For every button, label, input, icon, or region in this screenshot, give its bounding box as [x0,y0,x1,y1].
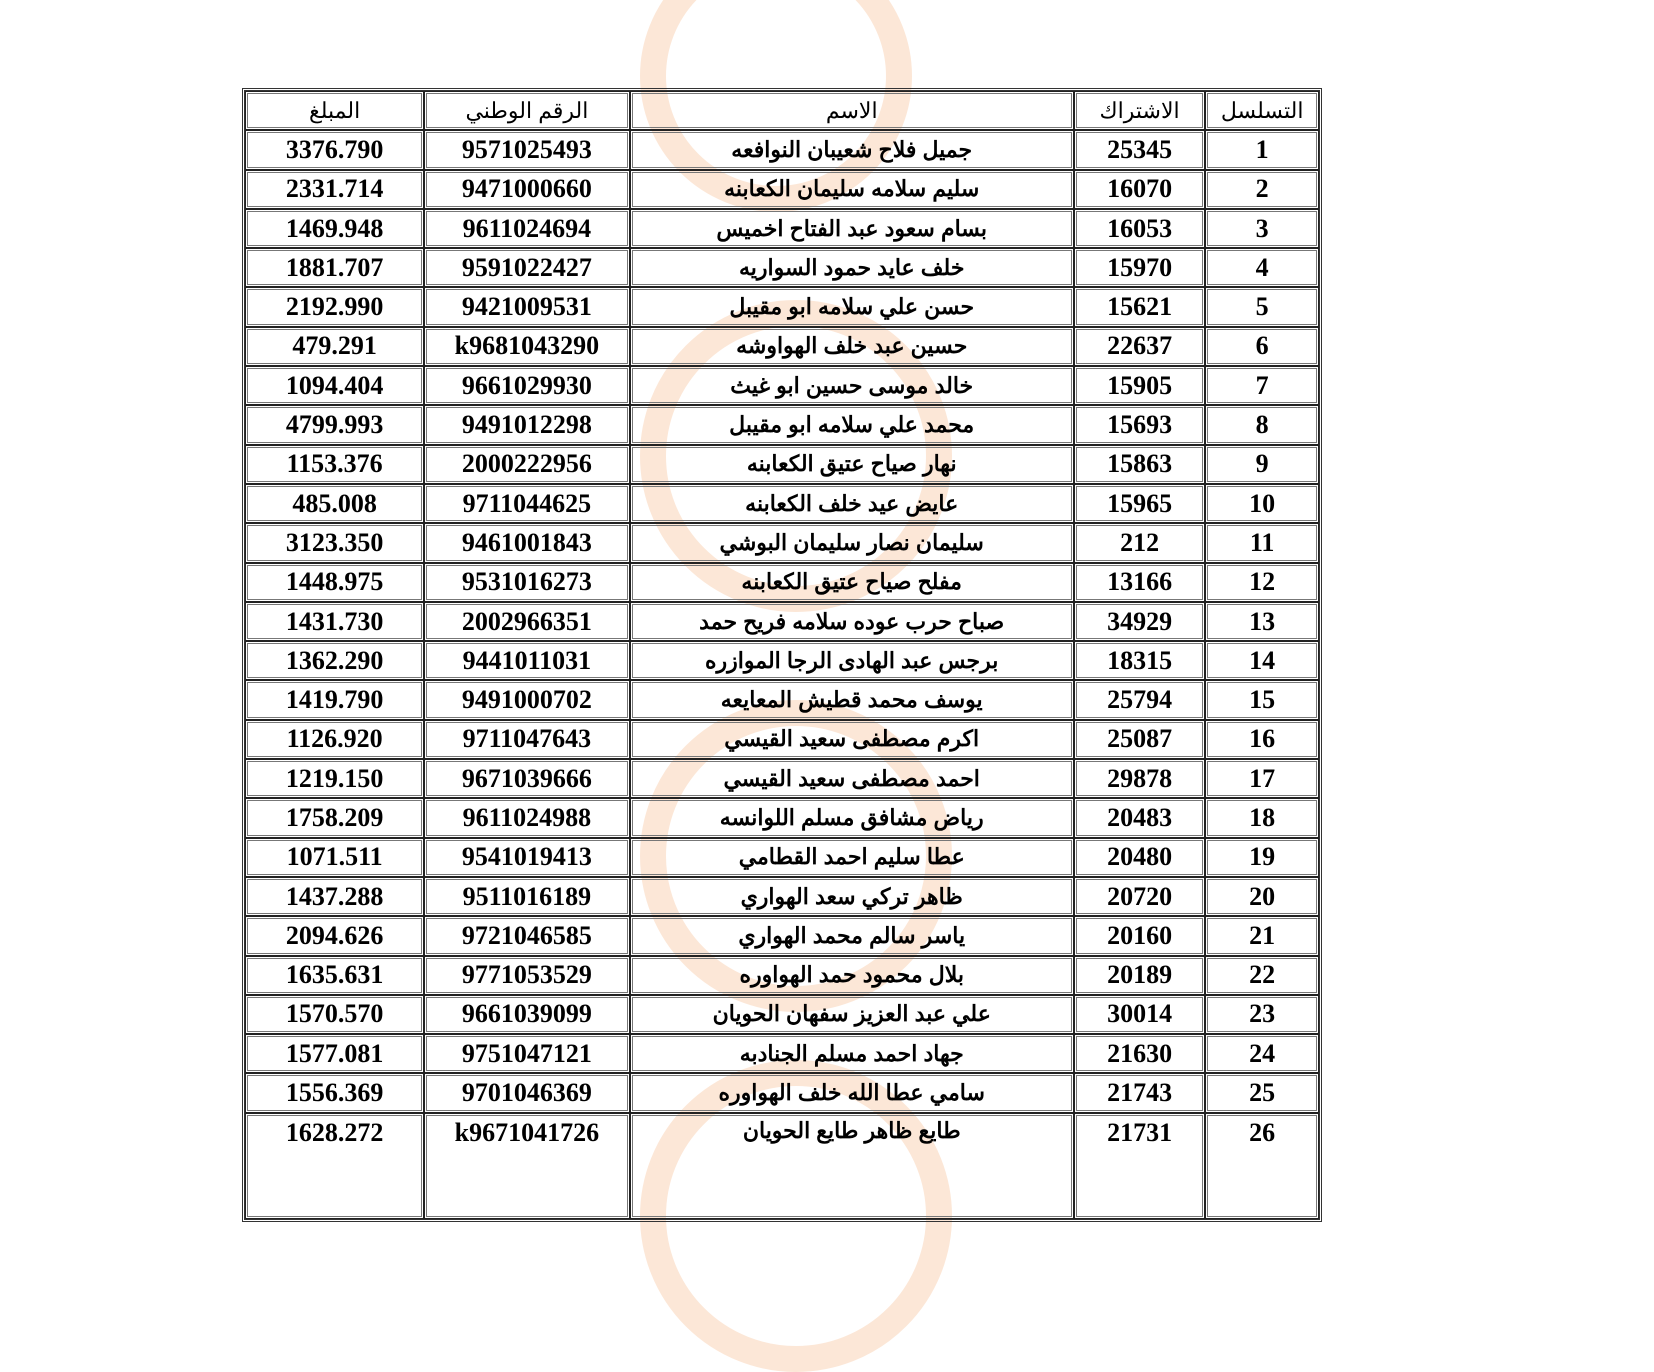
table-row [245,287,1319,326]
cell-subscription: 18315 [1074,641,1205,680]
table-row [245,1113,1319,1219]
cell-subscription: 212 [1074,523,1205,562]
cell-name: خالد موسى حسين ابو غيث [630,366,1074,405]
cell-name: حسين عبد خلف الهواوشه [630,327,1074,366]
cell-name: رياض مشافق مسلم اللوانسه [630,798,1074,837]
table-row [245,327,1319,366]
cell-national-id: 9441011031 [424,641,629,680]
cell-seq: 23 [1205,995,1319,1034]
cell-amount: 1469.948 [245,209,424,248]
cell-seq: 3 [1205,209,1319,248]
cell-national-id: k9681043290 [424,327,629,366]
cell-amount: 1448.975 [245,563,424,602]
cell-name: عايض عيد خلف الكعابنه [630,484,1074,523]
cell-national-id: 9611024694 [424,209,629,248]
cell-subscription: 25794 [1074,680,1205,719]
table-row [245,759,1319,798]
cell-national-id: 9471000660 [424,170,629,209]
cell-amount: 479.291 [245,327,424,366]
cell-seq: 20 [1205,877,1319,916]
cell-amount: 1071.511 [245,838,424,877]
cell-national-id: k9671041726 [424,1113,629,1219]
cell-subscription: 21743 [1074,1073,1205,1112]
cell-seq: 2 [1205,170,1319,209]
cell-name: يوسف محمد قطيش المعايعه [630,680,1074,719]
cell-seq: 26 [1205,1113,1319,1219]
cell-name: سامي عطا الله خلف الهواوره [630,1073,1074,1112]
cell-amount: 3123.350 [245,523,424,562]
cell-seq: 13 [1205,602,1319,641]
cell-seq: 14 [1205,641,1319,680]
cell-subscription: 29878 [1074,759,1205,798]
cell-national-id: 9511016189 [424,877,629,916]
cell-seq: 1 [1205,130,1319,169]
cell-subscription: 20160 [1074,916,1205,955]
cell-name: طايع ظاهر طايع الحويان [630,1113,1074,1219]
cell-amount: 485.008 [245,484,424,523]
cell-name: حسن علي سلامه ابو مقيبل [630,287,1074,326]
cell-seq: 24 [1205,1034,1319,1073]
cell-amount: 3376.790 [245,130,424,169]
cell-seq: 7 [1205,366,1319,405]
cell-amount: 1094.404 [245,366,424,405]
cell-amount: 1635.631 [245,956,424,995]
cell-name: اكرم مصطفى سعيد القيسي [630,720,1074,759]
table-row [245,680,1319,719]
cell-name: جهاد احمد مسلم الجنادبه [630,1034,1074,1073]
cell-amount: 1758.209 [245,798,424,837]
cell-name: ظاهر تركي سعد الهواري [630,877,1074,916]
cell-amount: 4799.993 [245,405,424,444]
cell-national-id: 9661039099 [424,995,629,1034]
cell-seq: 25 [1205,1073,1319,1112]
table-row [245,248,1319,287]
cell-national-id: 9751047121 [424,1034,629,1073]
cell-subscription: 15863 [1074,445,1205,484]
cell-amount: 1577.081 [245,1034,424,1073]
table-row [245,484,1319,523]
cell-amount: 1437.288 [245,877,424,916]
cell-seq: 10 [1205,484,1319,523]
table-row [245,445,1319,484]
cell-national-id: 9461001843 [424,523,629,562]
cell-name: سليم سلامه سليمان الكعابنه [630,170,1074,209]
header-subscription: الاشتراك [1074,91,1205,130]
cell-name: صباح حرب عوده سلامه فريح حمد [630,602,1074,641]
cell-national-id: 2002966351 [424,602,629,641]
cell-amount: 1219.150 [245,759,424,798]
cell-national-id: 9671039666 [424,759,629,798]
cell-amount: 1431.730 [245,602,424,641]
cell-subscription: 16053 [1074,209,1205,248]
cell-subscription: 15965 [1074,484,1205,523]
cell-national-id: 9611024988 [424,798,629,837]
table-row [245,602,1319,641]
cell-seq: 11 [1205,523,1319,562]
cell-amount: 2192.990 [245,287,424,326]
cell-name: ياسر سالم محمد الهواري [630,916,1074,955]
table-row [245,170,1319,209]
cell-amount: 1419.790 [245,680,424,719]
table-row [245,209,1319,248]
cell-name: سليمان نصار سليمان البوشي [630,523,1074,562]
table-row [245,1073,1319,1112]
cell-seq: 19 [1205,838,1319,877]
cell-seq: 6 [1205,327,1319,366]
cell-amount: 1153.376 [245,445,424,484]
cell-seq: 8 [1205,405,1319,444]
table-row [245,366,1319,405]
cell-subscription: 15905 [1074,366,1205,405]
cell-seq: 4 [1205,248,1319,287]
cell-seq: 22 [1205,956,1319,995]
cell-seq: 9 [1205,445,1319,484]
table-row [245,563,1319,602]
cell-subscription: 13166 [1074,563,1205,602]
cell-national-id: 9541019413 [424,838,629,877]
table-row [245,916,1319,955]
cell-national-id: 2000222956 [424,445,629,484]
cell-seq: 18 [1205,798,1319,837]
table-row [245,995,1319,1034]
cell-subscription: 15970 [1074,248,1205,287]
cell-subscription: 22637 [1074,327,1205,366]
cell-name: عطا سليم احمد القطامي [630,838,1074,877]
cell-national-id: 9711044625 [424,484,629,523]
table-row [245,838,1319,877]
cell-national-id: 9701046369 [424,1073,629,1112]
cell-subscription: 30014 [1074,995,1205,1034]
cell-seq: 5 [1205,287,1319,326]
cell-name: برجس عبد الهادى الرجا الموازره [630,641,1074,680]
cell-subscription: 15621 [1074,287,1205,326]
cell-name: بسام سعود عبد الفتاح اخميس [630,209,1074,248]
cell-name: نهار صياح عتيق الكعابنه [630,445,1074,484]
payments-table [242,88,1322,1222]
cell-national-id: 9711047643 [424,720,629,759]
cell-subscription: 20189 [1074,956,1205,995]
cell-subscription: 20480 [1074,838,1205,877]
cell-subscription: 25087 [1074,720,1205,759]
cell-name: محمد علي سلامه ابو مقيبل [630,405,1074,444]
cell-name: بلال محمود حمد الهواوره [630,956,1074,995]
table-row [245,405,1319,444]
header-national-id: الرقم الوطني [424,91,629,130]
cell-subscription: 21630 [1074,1034,1205,1073]
cell-subscription: 15693 [1074,405,1205,444]
cell-amount: 1362.290 [245,641,424,680]
cell-subscription: 20720 [1074,877,1205,916]
cell-seq: 12 [1205,563,1319,602]
cell-amount: 2094.626 [245,916,424,955]
table-row [245,877,1319,916]
header-seq: التسلسل [1205,91,1319,130]
cell-national-id: 9491000702 [424,680,629,719]
cell-name: احمد مصطفى سعيد القيسي [630,759,1074,798]
cell-amount: 1570.570 [245,995,424,1034]
table-row [245,720,1319,759]
table-header-row [245,91,1319,130]
cell-national-id: 9771053529 [424,956,629,995]
cell-seq: 21 [1205,916,1319,955]
cell-name: مفلح صياح عتيق الكعابنه [630,563,1074,602]
table-row [245,798,1319,837]
cell-seq: 15 [1205,680,1319,719]
cell-name: علي عبد العزيز سفهان الحويان [630,995,1074,1034]
cell-national-id: 9491012298 [424,405,629,444]
cell-national-id: 9571025493 [424,130,629,169]
header-amount: المبلغ [245,91,424,130]
header-name: الاسم [630,91,1074,130]
cell-seq: 16 [1205,720,1319,759]
cell-seq: 17 [1205,759,1319,798]
table-row [245,130,1319,169]
cell-national-id: 9421009531 [424,287,629,326]
table-row [245,1034,1319,1073]
table-row [245,956,1319,995]
cell-national-id: 9721046585 [424,916,629,955]
cell-name: جميل فلاح شعيبان النوافعه [630,130,1074,169]
cell-amount: 1881.707 [245,248,424,287]
cell-amount: 2331.714 [245,170,424,209]
cell-subscription: 21731 [1074,1113,1205,1219]
cell-subscription: 34929 [1074,602,1205,641]
cell-amount: 1628.272 [245,1113,424,1219]
table-row [245,641,1319,680]
cell-subscription: 16070 [1074,170,1205,209]
cell-name: خلف عايد حمود السواريه [630,248,1074,287]
cell-national-id: 9661029930 [424,366,629,405]
cell-national-id: 9531016273 [424,563,629,602]
cell-subscription: 20483 [1074,798,1205,837]
cell-national-id: 9591022427 [424,248,629,287]
cell-amount: 1126.920 [245,720,424,759]
table-row [245,523,1319,562]
cell-amount: 1556.369 [245,1073,424,1112]
cell-subscription: 25345 [1074,130,1205,169]
